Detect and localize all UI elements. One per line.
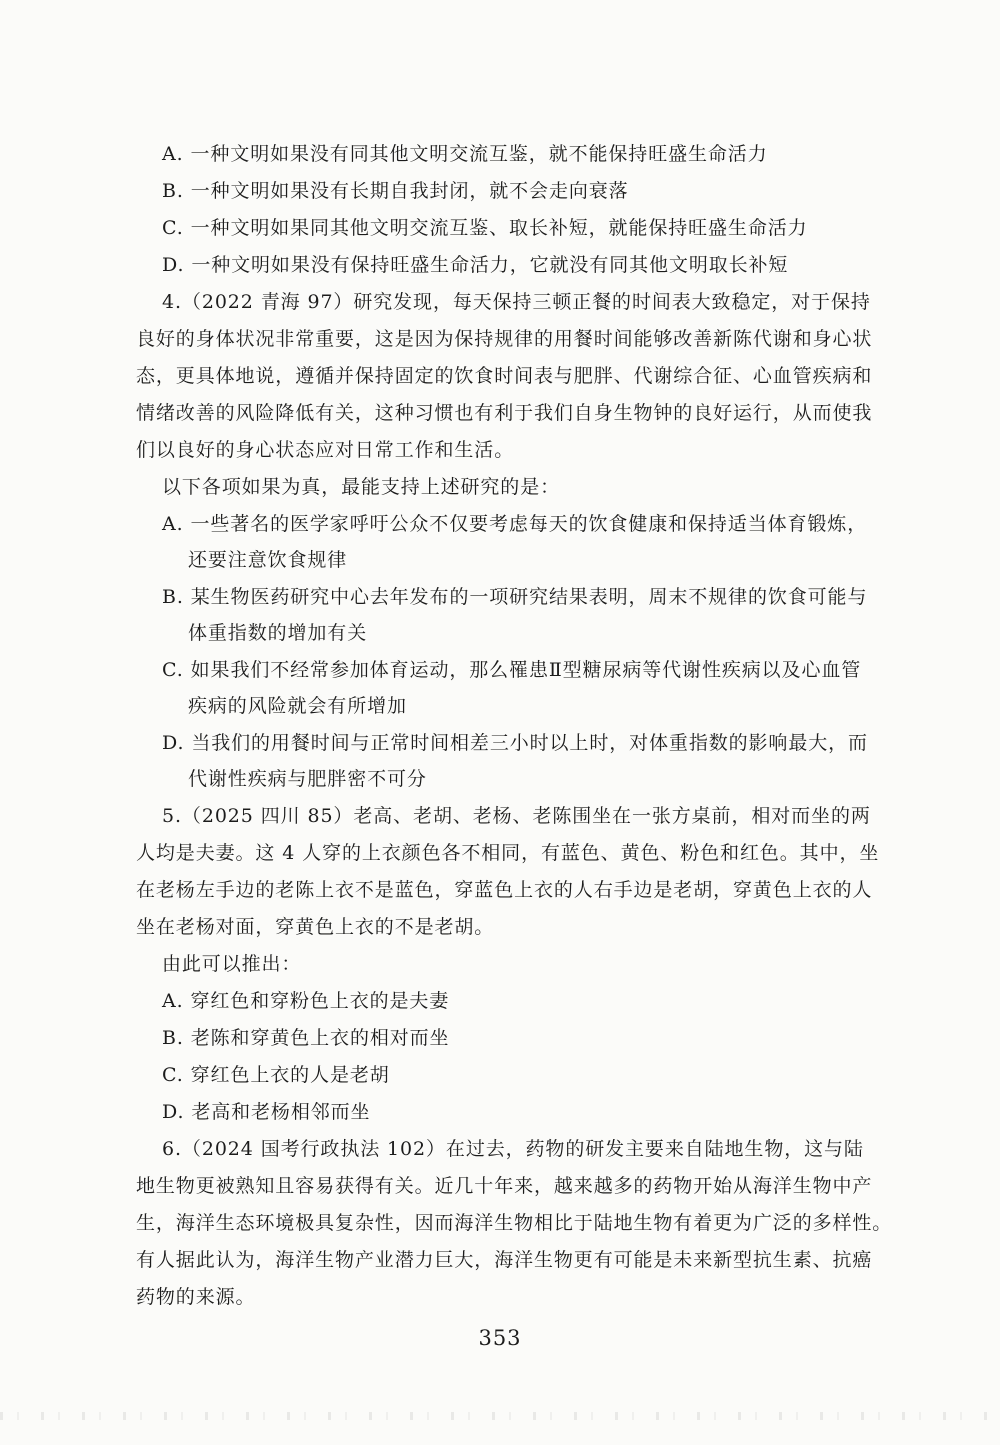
q5-stem-line: 坐在老杨对面，穿黄色上衣的不是老胡。 <box>136 916 495 938</box>
q4-option-c: C. 如果我们不经常参加体育运动，那么罹患Ⅱ型糖尿病等代谢性疾病以及心血管 <box>162 659 862 681</box>
q3-option-d: D. 一种文明如果没有保持旺盛生命活力，它就没有同其他文明取长补短 <box>162 254 789 276</box>
q5-option-c: C. 穿红色上衣的人是老胡 <box>162 1064 390 1086</box>
q5-question: 由此可以推出： <box>162 953 302 975</box>
q5-option-d: D. 老高和老杨相邻而坐 <box>162 1101 371 1123</box>
q4-option-d: D. 当我们的用餐时间与正常时间相差三小时以上时，对体重指数的影响最大，而 <box>162 732 868 754</box>
q5-option-b: B. 老陈和穿黄色上衣的相对而坐 <box>162 1027 450 1049</box>
q5-stem-line: 在老杨左手边的老陈上衣不是蓝色，穿蓝色上衣的人右手边是老胡，穿黄色上衣的人 <box>136 879 873 901</box>
q4-stem-line: 良好的身体状况非常重要，这是因为保持规律的用餐时间能够改善新陈代谢和身心状 <box>136 328 873 350</box>
q5-stem-line: 5.（2025 四川 85）老高、老胡、老杨、老陈围坐在一张方桌前，相对而坐的两 <box>162 805 871 827</box>
page-number: 353 <box>478 1326 522 1350</box>
q4-stem-line: 情绪改善的风险降低有关，这种习惯也有利于我们自身生物钟的良好运行，从而使我 <box>136 402 873 424</box>
q3-option-b: B. 一种文明如果没有长期自我封闭，就不会走向衰落 <box>162 180 629 202</box>
q3-option-c: C. 一种文明如果同其他文明交流互鉴、取长补短，就能保持旺盛生命活力 <box>162 217 808 239</box>
scan-artifact <box>0 1412 1000 1420</box>
q5-option-a: A. 穿红色和穿粉色上衣的是夫妻 <box>162 990 450 1012</box>
q4-option-c-cont: 疾病的风险就会有所增加 <box>188 695 407 717</box>
q6-stem-line: 药物的来源。 <box>136 1286 256 1308</box>
q4-option-a-cont: 还要注意饮食规律 <box>188 549 348 571</box>
q4-option-b-cont: 体重指数的增加有关 <box>188 622 368 644</box>
q4-stem-line: 态，更具体地说，遵循并保持固定的饮食时间表与肥胖、代谢综合征、心血管疾病和 <box>136 365 873 387</box>
q4-stem-line: 4.（2022 青海 97）研究发现，每天保持三顿正餐的时间表大致稳定，对于保持 <box>162 291 871 313</box>
q4-option-b: B. 某生物医药研究中心去年发布的一项研究结果表明，周末不规律的饮食可能与 <box>162 586 868 608</box>
q6-stem-line: 6.（2024 国考行政执法 102）在过去，药物的研发主要来自陆地生物，这与陆 <box>162 1138 864 1160</box>
q6-stem-line: 地生物更被熟知且容易获得有关。近几十年来，越来越多的药物开始从海洋生物中产 <box>136 1175 873 1197</box>
q4-option-d-cont: 代谢性疾病与肥胖密不可分 <box>188 768 427 790</box>
q4-option-a: A. 一些著名的医学家呼吁公众不仅要考虑每天的饮食健康和保持适当体育锻炼， <box>162 513 868 535</box>
q3-option-a: A. 一种文明如果没有同其他文明交流互鉴，就不能保持旺盛生命活力 <box>162 143 768 165</box>
q6-stem-line: 有人据此认为，海洋生物产业潜力巨大，海洋生物更有可能是未来新型抗生素、抗癌 <box>136 1249 873 1271</box>
q4-stem-line: 们以良好的身心状态应对日常工作和生活。 <box>136 439 515 461</box>
q4-question: 以下各项如果为真，最能支持上述研究的是： <box>162 476 561 498</box>
q6-stem-line: 生，海洋生态环境极具复杂性，因而海洋生物相比于陆地生物有着更为广泛的多样性。 <box>136 1212 893 1234</box>
q5-stem-line: 人均是夫妻。这 4 人穿的上衣颜色各不相同，有蓝色、黄色、粉色和红色。其中，坐 <box>136 842 880 864</box>
